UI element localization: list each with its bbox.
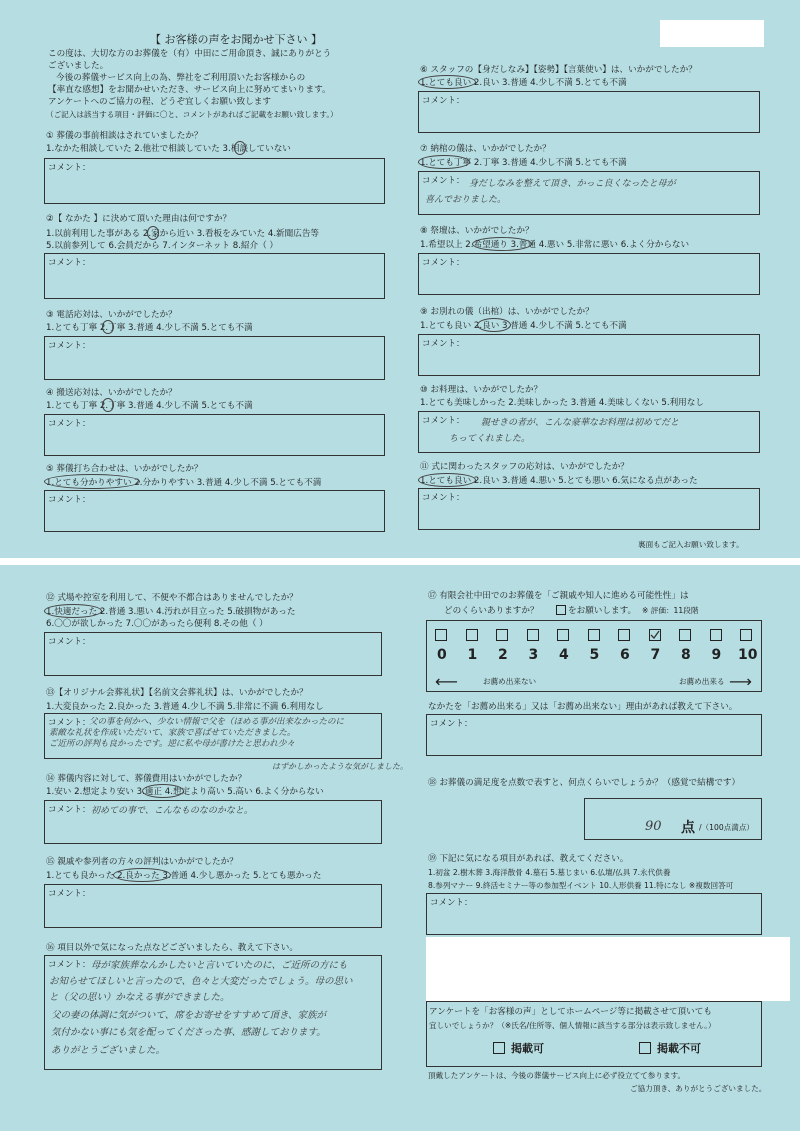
q8-comment-box[interactable]: コメント： <box>418 253 760 295</box>
q6-title: ⑥ スタッフの【身だしなみ】【姿勢】【言葉使い】は、いかがでしたか？ <box>420 65 697 75</box>
survey-sheet-back <box>0 565 800 1131</box>
q16-comment-line-6: ありがとうございました。 <box>51 1045 166 1056</box>
q17-subtitle: どのくらいありますか？ <box>444 606 539 616</box>
scale-number-6: 6 <box>620 647 630 663</box>
q2-comment-box[interactable]: コメント： <box>44 253 385 299</box>
q9-title: ⑨ お別れの儀（出棺）は、いかがでしたか？ <box>420 307 594 317</box>
q9-options: 1.とても良い 2.良い 3.普通 4.少し不満 5.とても不満 <box>420 321 627 331</box>
q17-comment-box[interactable]: コメント： <box>426 714 762 756</box>
q16-comment-line-5: 気付かない事にも気を配ってくださった事、感謝しております。 <box>51 1027 326 1038</box>
closing-line-2: ご協力頂き、ありがとうございました。 <box>630 1084 767 1093</box>
q13-comment-box[interactable]: コメント： 父の事を何かへ、少ない情報で父を（ほめる事が出来なかったのに 素敵な礼状を作成いただいて、家族で喜ばせていただきました。 ご近所の評判も良かったです。逆に私や母が書けたと思われ少々 <box>44 713 382 759</box>
intro-line-1: この度は、大切な方のお葬儀を（有）中田にご用命頂き、誠にありがとう <box>48 49 332 59</box>
q17-title: ⑰ 有限会社中田でのお葬儀を「ご親戚や知人に進める可能性性」は <box>428 591 689 601</box>
q7-comment-box[interactable]: コメント： 身だしなみを整えて頂き、かっこ良くなったと母が 喜んでおりました。 <box>418 171 760 215</box>
scale-checkbox-3[interactable] <box>527 629 539 641</box>
q2-options-1: 1.以前利用した事がある 2.家から近い 3.看板をみていた 4.新聞広告等 <box>46 229 320 239</box>
q19-options-1: 1.初盆 2.樹木葬 3.海洋散骨 4.墓石 5.墓じまい 6.仏壇/仏具 7.永代供養 <box>428 868 671 877</box>
q16-comment-line-2: お知らせてほしいと言ったので、色々と大変だったでしょう。母の思い <box>49 976 353 987</box>
q15-comment-box[interactable]: コメント： <box>44 884 382 928</box>
q16-comment-line-3: と（父の思い）かなえる事ができました。 <box>49 992 230 1003</box>
q17-low-label: お薦め出来ない <box>483 677 537 686</box>
q10-comment-line-1: 親せきの者が、こんな豪華なお料理は初めてだと <box>481 418 680 428</box>
q16-comment-line-1: 母が家族葬なんかしたいと言いていたのに、ご近所の方にも <box>91 960 348 971</box>
q13-comment-line-1: 父の事を何かへ、少ない情報で父を（ほめる事が出来なかったのに <box>89 717 345 727</box>
q11-answer-circle <box>418 473 476 487</box>
q13-comment-line-2: 素敵な礼状を作成いただいて、家族で喜ばせていただきました。 <box>49 728 296 738</box>
q12-options-2: 6.〇〇が欲しかった 7.〇〇があったら便利 8.その他（ ） <box>46 619 268 629</box>
scale-checkbox-4[interactable] <box>557 629 569 641</box>
q6-options: 1.とても良い 2.良い 3.普通 4.少し不満 5.とても不満 <box>420 78 627 88</box>
redaction-top-right <box>660 20 764 47</box>
scale-number-2: 2 <box>498 647 508 663</box>
q4-answer-circle <box>102 398 114 412</box>
q13-comment-line-3: ご近所の評判も良かったです。逆に私や母が書けたと思われ少々 <box>49 739 295 749</box>
scale-checkbox-7[interactable] <box>649 629 661 641</box>
q12-answer-circle <box>44 604 102 618</box>
q19-comment-box[interactable]: コメント： <box>426 893 762 935</box>
scale-number-0: 0 <box>437 647 447 663</box>
q4-title: ④ 搬送応対は、いかがでしたか？ <box>46 388 177 398</box>
closing-line-1: 頂戴したアンケートは、今後の葬儀サービス向上に必ず役立てて参ります。 <box>428 1071 686 1080</box>
q7-comment-line-2: 喜んでおりました。 <box>425 195 507 205</box>
scale-checkbox-8[interactable] <box>679 629 691 641</box>
intro-line-3: 今後の葬儀サービス向上の為、弊社をご利用頂いたお客様からの <box>56 73 306 83</box>
intro-line-6: （ご記入は該当する項目・評価に〇と、コメントがあればご記載をお願い致します。） <box>46 110 338 119</box>
q18-unit: 点 <box>681 820 695 836</box>
q1-answer-circle <box>234 141 246 155</box>
survey-sheet-front <box>0 0 800 558</box>
q9-answer-circle <box>477 318 511 332</box>
q11-options: 1.とても良い 2.良い 3.普通 4.悪い 5.とても悪い 6.気になる点があった <box>420 476 698 486</box>
q18-title: ⑱ お葬儀の満足度を点数で表すと、何点くらいでしょうか？（感覚で結構です） <box>428 778 741 788</box>
q8-options: 1.希望以上 2.希望通り 3.普通 4.悪い 5.非常に悪い 6.よく分からない <box>420 240 690 250</box>
scale-number-10: 10 <box>738 647 758 663</box>
q18-score-box[interactable] <box>584 798 762 840</box>
publish-no-label: 掲載不可 <box>657 1042 701 1055</box>
q5-options: 1.とても分かりやすい 2.分かりやすい 3.普通 4.少し不満 5.とても不満 <box>46 478 322 488</box>
q19-title: ⑲ 下記に気になる項目があれば、教えてください。 <box>428 854 629 864</box>
scale-number-1: 1 <box>467 647 478 663</box>
q5-title: ⑤ 葬儀打ち合わせは、いかがでしたか？ <box>46 464 203 474</box>
q17-instruction: をお願いします。 <box>568 606 637 616</box>
q6-comment-box[interactable]: コメント： <box>418 91 760 133</box>
q3-answer-circle <box>102 320 114 334</box>
scale-number-3: 3 <box>528 647 539 663</box>
q14-comment-line-1: 初めての事で、こんなものなのかなと。 <box>91 806 253 816</box>
scale-checkbox-0[interactable] <box>435 629 447 641</box>
q10-title: ⑩ お料理は、いかがでしたか？ <box>420 385 543 395</box>
scale-number-7: 7 <box>650 647 661 663</box>
survey-title: 【 お客様の声をお聞かせ下さい 】 <box>150 33 322 46</box>
q9-comment-box[interactable]: コメント： <box>418 334 760 376</box>
q17-instruction-checkbox <box>556 605 566 615</box>
q16-comment-line-4: 父の妻の体調に気がついて、席をお寄せをすすめて頂き、家族が <box>51 1010 327 1021</box>
q11-comment-box[interactable]: コメント： <box>418 488 760 530</box>
q4-options: 1.とても丁寧 2.丁寧 3.普通 4.少し不満 5.とても不満 <box>46 401 253 411</box>
q4-comment-box[interactable]: コメント： <box>44 414 385 456</box>
intro-line-4: 【率直な感想】をお聞かせいただき、サービス向上に努めてまいります。 <box>48 85 331 95</box>
q14-comment-box[interactable]: コメント： 初めての事で、こんなものなのかなと。 <box>44 800 382 844</box>
q12-comment-box[interactable]: コメント： <box>44 632 382 676</box>
q12-title: ⑫ 式場や控室を利用して、不便や不都合はありませんでしたか？ <box>46 593 298 603</box>
q7-answer-circle <box>418 155 470 169</box>
q2-answer-circle <box>147 226 159 240</box>
publish-yes-checkbox[interactable] <box>493 1042 505 1054</box>
q5-answer-circle <box>44 474 140 489</box>
page-gap <box>0 558 800 565</box>
publish-line-1: アンケートを「お客様の声」としてホームページ等に掲載させて頂いても <box>429 1007 712 1017</box>
q13-comment-line-4: はずかしかったような気がしました。 <box>272 762 408 771</box>
q15-options: 1.とても良かった 2.良かった 3.普通 4.少し悪かった 5.とても悪かった <box>46 871 322 881</box>
q17-reason-question: なかたを「お薦め出来る」又は「お薦め出来ない」理由があれば教えて下さい。 <box>428 702 738 712</box>
redaction-block <box>426 937 790 1001</box>
q6-answer-circle <box>418 75 476 89</box>
intro-line-5: アンケートへのご協力の程、どうぞ宜しくお願い致します <box>48 97 271 107</box>
q17-scale-box <box>426 620 762 692</box>
scale-checkbox-9[interactable] <box>710 629 722 641</box>
scale-checkbox-6[interactable] <box>618 629 630 641</box>
q10-comment-box[interactable]: コメント： 親せきの者が、こんな豪華なお料理は初めてだと ちってくれました。 <box>418 411 760 453</box>
right-arrow-icon: ⟶ <box>729 672 752 691</box>
q3-options: 1.とても丁寧 2.丁寧 3.普通 4.少し不満 5.とても不満 <box>46 323 253 333</box>
scale-checkbox-5[interactable] <box>588 629 600 641</box>
publish-yes-label: 掲載可 <box>511 1042 544 1055</box>
q18-max-note: /（100点満点） <box>699 823 755 832</box>
q13-title: ⑬【オリジナル会葬礼状】【名前文会葬礼状】は、いかがでしたか？ <box>46 688 308 698</box>
q10-options: 1.とても美味しかった 2.美味しかった 3.普通 4.美味しくない 5.利用なし <box>420 398 704 408</box>
intro-line-2: ございました。 <box>48 61 109 71</box>
q15-answer-circle <box>113 868 171 882</box>
q8-title: ⑧ 祭壇は、いかがでしたか？ <box>420 226 534 236</box>
q7-comment-line-1: 身だしなみを整えて頂き、かっこ良くなったと母が <box>469 179 676 189</box>
q16-title: ⑯ 項目以外で気になった点などございましたら、教えて下さい。 <box>46 943 298 953</box>
scale-number-8: 8 <box>681 647 691 663</box>
q19-options-2: 8.参列マナー 9.終活セミナー等の参加型イベント 10.人形供養 11.特になし ※複数回答可 <box>428 881 734 890</box>
q1-options: 1.なかた相談していた 2.他社で相談していた 3.相談していない <box>46 144 291 154</box>
scale-checkbox-10[interactable] <box>740 629 752 641</box>
scale-number-9: 9 <box>711 647 722 663</box>
q14-options: 1.安い 2.想定より安い 3.適正 4.想定より高い 5.高い 6.よく分からない <box>46 787 324 797</box>
q16-comment-box[interactable]: コメント： 母が家族葬なんかしたいと言いていたのに、ご近所の方にも お知らせてほしいと言ったので、色々と大変だったでしょう。母の思い と（父の思い）かなえる事ができました。 父の妻の体調に気がついて、席をお寄せをすすめて頂き、家族が 気付かない事にも気を配ってくださった事、感謝しております。 ありがとうございました。 <box>44 955 382 1070</box>
q17-note: ※ 評価：11段階 <box>642 606 699 615</box>
q7-options: 1.とても丁寧 2.丁寧 3.普通 4.少し不満 5.とても不満 <box>420 158 627 168</box>
publish-no-checkbox[interactable] <box>639 1042 651 1054</box>
q14-title: ⑭ 葬儀内容に対して、葬儀費用はいかがでしたか？ <box>46 774 247 784</box>
q15-title: ⑮ 親戚や参列者の方々の評判はいかがでしたか？ <box>46 857 238 867</box>
publish-consent-box <box>426 1001 762 1067</box>
scale-number-5: 5 <box>589 647 600 663</box>
q1-comment-box[interactable]: コメント： <box>44 158 385 204</box>
q7-title: ⑦ 納棺の儀は、いかがでしたか？ <box>420 144 551 154</box>
q3-comment-box[interactable]: コメント： <box>44 336 385 380</box>
q13-options: 1.大変良かった 2.良かった 3.普通 4.少し不満 5.非常に不満 6.利用なし <box>46 702 324 712</box>
q11-title: ⑪ 式に関わったスタッフの応対は、いかがでしたか？ <box>420 462 629 472</box>
q1-title: ① 葬儀の事前相談はされていましたか？ <box>46 131 203 141</box>
front-footer-note: 裏面もご記入お願い致します。 <box>638 540 744 549</box>
left-arrow-icon: ⟵ <box>435 672 458 691</box>
scale-checkbox-2[interactable] <box>496 629 508 641</box>
publish-line-2: 宜しいでしょうか？（※氏名/住所等、個人情報に該当する部分は表示致しません。） <box>429 1021 716 1030</box>
q2-options-2: 5.以前参列して 6.会員だから 7.インターネット 8.紹介（ ） <box>46 241 279 251</box>
q17-high-label: お薦め出来る <box>679 677 725 686</box>
q14-answer-circle <box>142 784 184 798</box>
q12-options-1: 1.快適だった 2.普通 3.悪い 4.汚れが目立った 5.破損物があった <box>46 607 296 617</box>
q5-comment-box[interactable]: コメント： <box>44 490 385 532</box>
q10-comment-line-2: ちってくれました。 <box>449 434 531 444</box>
q3-title: ③ 電話応対は、いかがでしたか？ <box>46 310 177 320</box>
q18-score: 90 <box>645 819 662 834</box>
scale-number-4: 4 <box>559 647 569 663</box>
q8-answer-circle <box>472 237 532 251</box>
scale-checkbox-1[interactable] <box>466 629 478 641</box>
q2-title: ②【 なかた 】に決めて頂いた理由は何ですか？ <box>46 214 232 224</box>
